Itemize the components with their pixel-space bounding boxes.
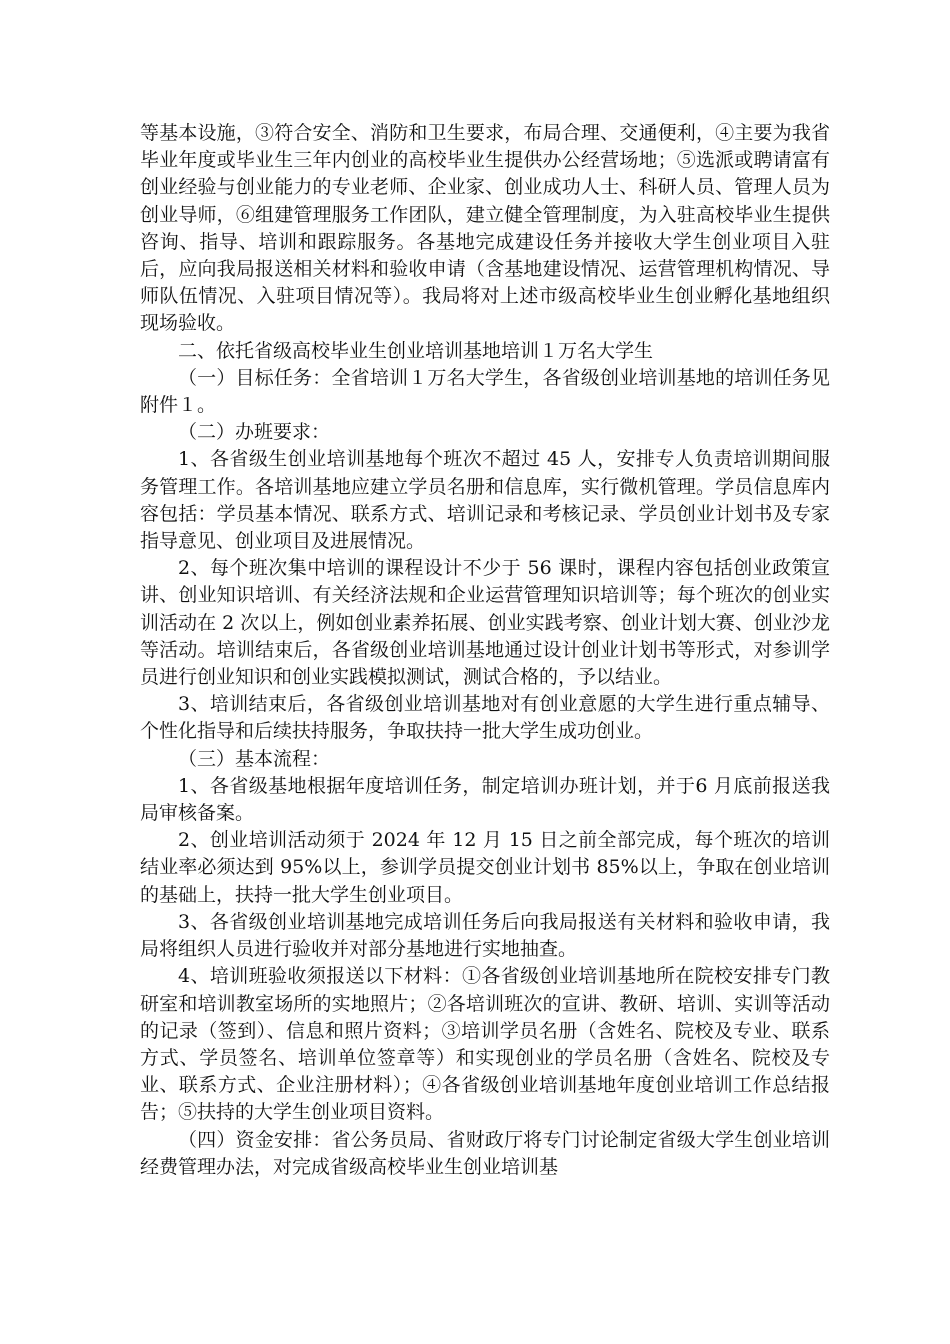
subsection-basic-process: （三）基本流程： (178, 747, 331, 770)
requirement-item-1: 1、各省级生创业培训基地每个班次不超过 45 人，安排专人负责培训期间服务管理工作。各培训基地应建立学员名册和信息库，实行微机管理。学员信息库内容包括：学员基本情况、联系方式、培训记录和考核记录、学员创业计划书及专家指导意见、创业项目及进展情况。 (140, 448, 830, 553)
process-item-2: 2、创业培训活动须于 2024 年 12 月 15 日之前全部完成，每个班次的培训结业率必须达到 95%以上，参训学员提交创业计划书 85%以上，争取在创业培训的基础上，扶持一批大学生创业项目。 (140, 829, 830, 906)
paragraph-continuation: 等基本设施，③符合安全、消防和卫生要求，布局合理、交通便利，④主要为我省毕业年度或毕业生三年内创业的高校毕业生提供办公经营场地；⑤选派或聘请富有创业经验与创业能力的专业老师、企业家、创业成功人士、科研人员、管理人员为创业导师，⑥组建管理服务工作团队，建立健全管理制度，为入驻高校毕业生提供咨询、指导、培训和跟踪服务。各基地完成建设任务并接收大学生创业项目入驻后，应向我局报送相关材料和验收申请（含基地建设情况、运营管理机构情况、导师队伍情况、入驻项目情况等）。我局将对上述市级高校毕业生创业孵化基地组织现场验收。 (140, 122, 830, 335)
subsection-target-task: （一）目标任务：全省培训１万名大学生，各省级创业培训基地的培训任务见附件１。 (140, 366, 830, 417)
requirement-item-2: 2、每个班次集中培训的课程设计不少于 56 课时，课程内容包括创业政策宣讲、创业知识培训、有关经济法规和企业运营管理知识培训等；每个班次的创业实训活动在 2 次以上，例如创业素养拓展、创业实践考察、创业计划大赛、创业沙龙等活动。培训结束后，各省级创业培训基地通过设计创业计划书等形式，对参训学员进行创业知识和创业实践模拟测试，测试合格的，予以结业。 (140, 557, 830, 689)
process-item-1: 1、各省级基地根据年度培训任务，制定培训办班计划，并于6 月底前报送我局审核备案。 (140, 774, 830, 825)
requirement-item-3: 3、培训结束后，各省级创业培训基地对有创业意愿的大学生进行重点辅导、个性化指导和后续扶持服务，争取扶持一批大学生成功创业。 (140, 693, 830, 743)
process-item-3: 3、各省级创业培训基地完成培训任务后向我局报送有关材料和验收申请，我局将组织人员进行验收并对部分基地进行实地抽查。 (140, 910, 830, 961)
subsection-class-requirements: （二）办班要求： (178, 421, 331, 444)
subsection-funding: （四）资金安排：省公务员局、省财政厅将专门讨论制定省级大学生创业培训经费管理办法，对完成省级高校毕业生创业培训基 (140, 1128, 830, 1178)
section-heading-2: 二、依托省级高校毕业生创业培训基地培训１万名大学生 (178, 339, 654, 362)
document-body (140, 120, 830, 1181)
process-item-4: 4、培训班验收须报送以下材料：①各省级创业培训基地所在院校安排专门教研室和培训教室场所的实地照片；②各培训班次的宣讲、教研、培训、实训等活动的记录（签到）、信息和照片资料；③培训学员名册（含姓名、院校及专业、联系方式、学员签名、培训单位签章等）和实现创业的学员名册（含姓名、院校及专业、联系方式、企业注册材料）；④各省级创业培训基地年度创业培训工作总结报告；⑤扶持的大学生创业项目资料。 (140, 965, 830, 1124)
